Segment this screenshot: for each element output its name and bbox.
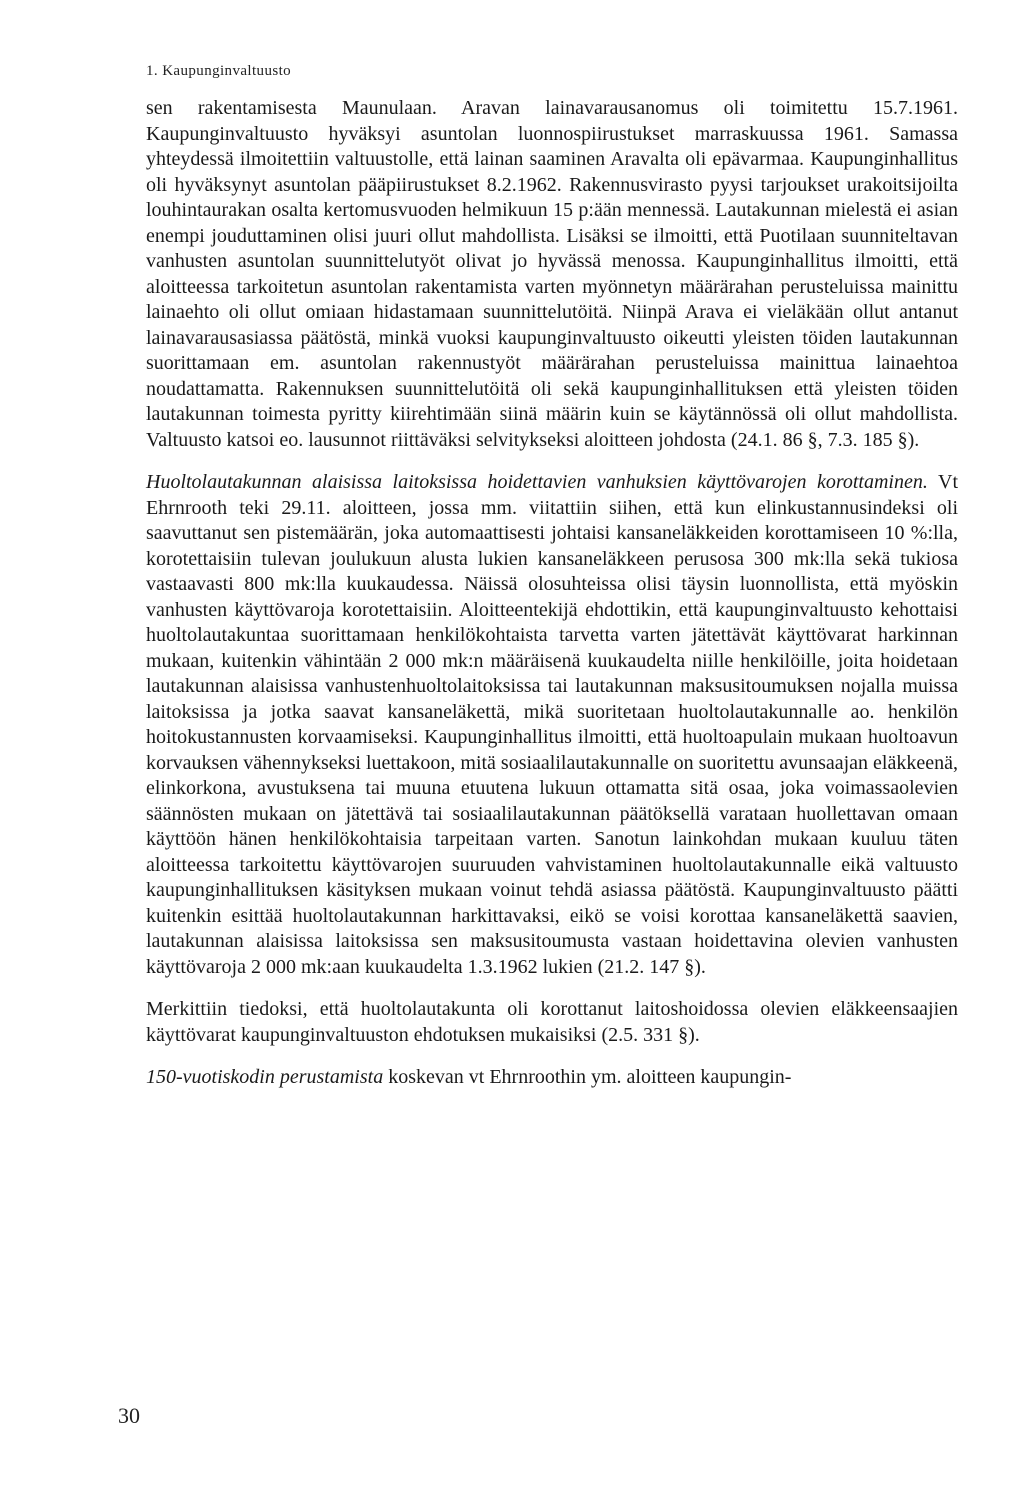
paragraph-4 (146, 1065, 958, 1091)
paragraph-text: koskevan vt Ehrnroothin ym. aloitteen kaupungin- (383, 1066, 792, 1088)
paragraph-lead: Huoltolautakunnan alaisissa laitoksissa hoidettavien vanhuksien käyttövarojen korottaminen. (146, 471, 928, 493)
paragraph-lead: 150-vuotiskodin perustamista (146, 1066, 384, 1088)
paragraph-text: sen rakentamisesta Maunulaan. Aravan lainavarausanomus oli toimitettu 15.7.1961. Kaupunginvaltuusto hyväksyi asuntolan luonnospiirustukset marraskuussa 1961. Samassa yhteydessä ilmoitettiin valtuustolle, että lainan saaminen Aravalta oli epävarmaa. Kaupunginhallitus oli hyväksynyt asuntolan pääpiirustukset 8.2.1962. Rakennusvirasto pyysi tarjoukset urakoitsijoilta louhintaurakan osalta kertomusvuoden helmikuun 15 p:ään mennessä. Lautakunnan mielestä ei asian enempi jouduttaminen olisi juuri ollut mahdollista. Lisäksi se ilmoitti, että Puotilaan suunniteltavan vanhusten asuntolan suunnittelutyöt olivat jo hyvässä menossa. Kaupunginhallitus ilmoitti, että aloitteessa tarkoitetun asuntolan rakentamista varten myönnetyn määrärahan perusteluissa mainittu lainaehto oli ollut omiaan hidastamaan suunnittelutöitä. Niinpä Arava ei vieläkään ollut antanut lainavarausasiassa päätöstä, minkä vuoksi kaupunginvaltuusto oikeutti yleisten töiden lautakunnan suorittamaan em. asuntolan rakennustyöt määrärahan perusteluissa mainittua lainaehtoa noudattamatta. Rakennuksen suunnittelutöitä oli sekä kaupunginhallituksen että yleisten töiden lautakunnan toimesta pyritty kiirehtimään siinä määrin kuin se käytännössä oli ollut mahdollista. Valtuusto katsoi eo. lausunnot riittäväksi selvitykseksi aloitteen johdosta (24.1. 86 §, 7.3. 185 §). (146, 97, 958, 451)
running-head: 1. Kaupunginvaltuusto (146, 63, 292, 79)
paragraph-3 (146, 997, 958, 1048)
paragraph-text: Vt Ehrnrooth teki 29.11. aloitteen, jossa mm. viitattiin siihen, että kun elinkustannusindeksi oli saavuttanut sen pistemäärän, joka automaattisesti johtaisi kansaneläkkeiden korottamiseen 10 %:lla, korotettaisiin tulevan joulukuun alusta lukien kansaneläkkeen perusosa 300 mk:lla sekä tukiosa vastaavasti 800 mk:lla kuukaudessa. Näissä olosuhteissa olisi täysin luonnollista, että myöskin vanhusten käyttövaroja korotettaisiin. Aloitteentekijä ehdottikin, että kaupunginvaltuusto kehottaisi huoltolautakuntaa suorittamaan henkilökohtaista tarvetta varten jätettävät käyttövarat harkinnan mukaan, kuitenkin vähintään 2 000 mk:n määräisenä kuukaudelta niille henkilöille, joita hoidetaan lautakunnan alaisissa vanhustenhuoltolaitoksissa tai lautakunnan maksusitoumuksen nojalla muissa laitoksissa ja jotka saavat kansaneläkettä, mikä suoritetaan huoltolautakunnalle ao. henkilön hoitokustannusten korvaamiseksi. Kaupunginhallitus ilmoitti, että huoltoapulain mukaan huoltoavun korvauksen vähennykseksi luettakoon, mitä sosiaalilautakunnalle on suoritettu avunsaajan eläkkeenä, elinkorkona, avustuksena tai muuna etuutena lukuun ottamatta sitä osaa, joka voimassaolevien säännösten mukaan on jätettävä tai sosiaalilautakunnan päätöksellä varataan huollettavan omaan käyttöön hänen henkilökohtaisia tarpeitaan varten. Sanotun lainkohdan mukaan kuuluu täten aloitteessa tarkoitettu käyttövarojen suuruuden vahvistaminen huoltolautakunnalle eikä valtuusto kaupunginhallituksen käsityksen mukaan voinut tehdä asiassa päätöstä. Kaupunginvaltuusto päätti kuitenkin esittää huoltolautakunnan harkittavaksi, eikö se voisi korottaa kansaneläkettä saavien, lautakunnan alaisissa laitoksissa sen maksusitoumusta vastaan hoidettavina olevien vanhusten käyttövaroja 2 000 mk:aan kuukaudelta 1.3.1962 lukien (21.2. 147 §). (146, 471, 958, 978)
paragraph-text: Merkittiin tiedoksi, että huoltolautakunta oli korottanut laitoshoidossa olevien eläkkeensaajien käyttövarat kaupunginvaltuuston ehdotuksen mukaisiksi (2.5. 331 §). (146, 998, 958, 1046)
body-text (146, 96, 958, 1091)
paragraph-2 (146, 470, 958, 980)
page-number: 30 (118, 1403, 140, 1428)
paragraph-1 (146, 96, 958, 453)
